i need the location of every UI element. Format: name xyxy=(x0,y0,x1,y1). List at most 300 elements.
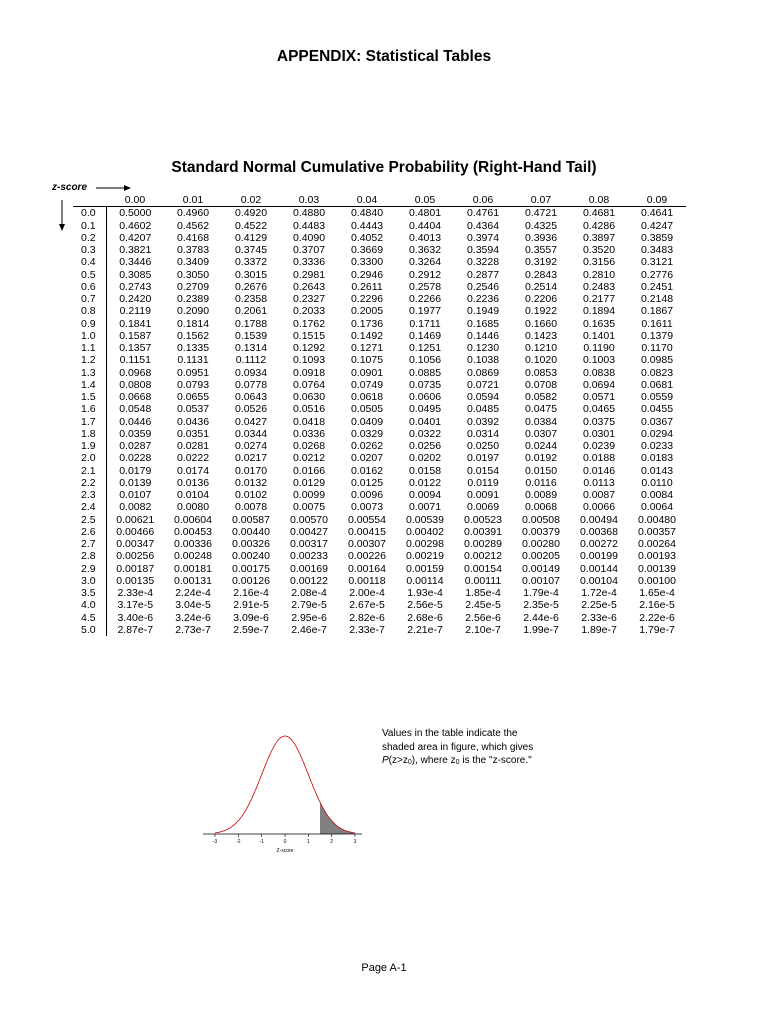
table-row xyxy=(73,477,686,489)
table-cell: 0.0505 xyxy=(350,403,384,416)
table-cell: 0.4090 xyxy=(292,231,326,244)
table-cell: 0.0150 xyxy=(524,464,558,477)
table-cell: 0.3783 xyxy=(176,244,210,256)
table-cell: 2.24e-4 xyxy=(175,587,211,599)
table-cell: 0.4207 xyxy=(119,231,152,244)
table-cell: 0.0143 xyxy=(640,464,674,477)
table-cell: 0.2266 xyxy=(408,293,442,305)
row-header: 0.4 xyxy=(73,256,106,268)
table-cell: 0.0336 xyxy=(292,427,326,440)
table-cell: 0.0668 xyxy=(119,391,152,403)
table-cell: 0.0281 xyxy=(176,440,210,452)
table-cell: 0.2119 xyxy=(119,305,151,318)
table-cell: 1.93e-4 xyxy=(407,587,443,599)
table-cell: 0.0099 xyxy=(292,489,326,501)
row-header: 0.1 xyxy=(73,220,106,232)
table-cell: 0.0071 xyxy=(408,501,442,514)
table-cell: 0.4483 xyxy=(292,219,326,232)
table-cell: 0.3821 xyxy=(119,244,152,256)
table-row xyxy=(73,587,686,599)
table-row xyxy=(73,379,686,391)
column-header: 0.04 xyxy=(338,194,396,207)
table-cell: 0.0094 xyxy=(408,489,442,501)
table-cell: 0.1977 xyxy=(408,305,442,318)
table-cell: 0.0885 xyxy=(408,366,442,379)
note-text xyxy=(382,727,552,770)
table-cell: 0.0129 xyxy=(292,476,326,489)
table-cell: 0.1190 xyxy=(583,342,615,354)
table-cell: 0.0735 xyxy=(408,378,442,391)
table-cell: 0.0618 xyxy=(350,391,384,403)
page-number: Page A-1 xyxy=(361,962,407,974)
table-cell: 0.3557 xyxy=(524,244,558,256)
table-row xyxy=(73,330,686,342)
table-cell: 0.0436 xyxy=(176,415,210,428)
row-header: 1.5 xyxy=(73,391,106,403)
row-header: 2.9 xyxy=(73,563,106,575)
table-row xyxy=(73,244,686,256)
table-cell: 0.4761 xyxy=(466,207,500,220)
row-header: 0.5 xyxy=(73,269,106,281)
table-cell: 3.40e-6 xyxy=(117,611,154,624)
table-cell: 0.0516 xyxy=(292,403,326,416)
table-cell: 0.1788 xyxy=(234,317,268,330)
column-header: 0.09 xyxy=(628,194,686,207)
table-cell: 0.0110 xyxy=(641,476,673,489)
table-cell: 2.44e-6 xyxy=(523,611,559,624)
table-cell: 0.4364 xyxy=(466,219,500,232)
row-header: 1.4 xyxy=(73,379,106,391)
note-tail: is the "z-score." xyxy=(459,755,532,766)
table-row xyxy=(73,563,686,575)
table-cell: 0.0968 xyxy=(119,366,152,379)
table-cell: 0.0643 xyxy=(234,391,268,403)
table-cell: 0.2912 xyxy=(408,268,442,281)
table-cell: 0.3520 xyxy=(582,244,616,256)
table-cell: 0.1711 xyxy=(409,317,441,330)
table-cell: 0.00298 xyxy=(406,538,444,550)
header-row xyxy=(73,194,686,207)
table-cell: 0.00114 xyxy=(406,574,444,587)
column-header: 0.07 xyxy=(512,194,570,207)
table-cell: 0.0708 xyxy=(524,378,558,391)
column-header: 0.00 xyxy=(106,194,164,207)
table-cell: 0.0455 xyxy=(640,403,674,416)
table-cell: 0.3859 xyxy=(640,231,674,244)
table-cell: 0.4247 xyxy=(640,219,674,232)
table-cell: 0.00131 xyxy=(174,574,212,587)
table-cell: 0.0301 xyxy=(582,427,616,440)
table-cell: 0.4325 xyxy=(524,219,558,232)
note-paren-close: ), where z xyxy=(411,755,456,766)
table-cell: 0.3372 xyxy=(234,256,268,269)
note-sub0: 0 xyxy=(407,759,412,766)
table-cell: 0.1056 xyxy=(408,354,442,367)
table-cell: 0.0136 xyxy=(176,476,210,489)
table-cell: 0.1314 xyxy=(234,342,268,354)
table-cell: 0.0401 xyxy=(408,415,442,428)
table-cell: 2.68e-6 xyxy=(407,611,443,624)
x-tick-label: 2 xyxy=(330,839,334,845)
table-cell: 0.0869 xyxy=(466,366,500,379)
table-cell: 0.00604 xyxy=(174,513,212,526)
table-cell: 0.3300 xyxy=(350,256,384,269)
table-row xyxy=(73,514,686,526)
table-cell: 0.00233 xyxy=(290,550,328,563)
table-cell: 0.00256 xyxy=(116,550,155,563)
table-cell: 0.4681 xyxy=(582,207,616,220)
table-row xyxy=(73,281,686,293)
row-header: 0.2 xyxy=(73,232,106,244)
table-row xyxy=(73,550,686,562)
table-cell: 0.0367 xyxy=(640,415,674,428)
table-cell: 0.4168 xyxy=(176,231,210,244)
table-cell: 0.4404 xyxy=(408,219,442,232)
shaded-tail-area xyxy=(320,802,355,834)
x-tick-label: 0 xyxy=(283,839,287,845)
table-cell: 0.00205 xyxy=(522,550,560,563)
table-cell: 0.0721 xyxy=(466,378,500,391)
row-header: 2.3 xyxy=(73,489,106,501)
table-cell: 0.1230 xyxy=(466,342,500,354)
table-cell: 0.0192 xyxy=(524,452,558,465)
table-cell: 0.0166 xyxy=(292,464,326,477)
table-cell: 0.0314 xyxy=(466,427,500,440)
table-row xyxy=(73,269,686,281)
table-cell: 0.3336 xyxy=(292,256,326,269)
table-cell: 0.2578 xyxy=(408,280,442,293)
table-cell: 0.2743 xyxy=(119,280,152,293)
table-cell: 0.0066 xyxy=(582,501,616,514)
table-cell: 0.00187 xyxy=(116,562,155,575)
row-header: 0.7 xyxy=(73,293,106,305)
note-sub1: 0 xyxy=(455,759,460,766)
table-cell: 0.3707 xyxy=(292,244,326,256)
table-cell: 0.3050 xyxy=(176,268,210,281)
table-cell: 0.0594 xyxy=(466,391,500,403)
table-cell: 0.2358 xyxy=(234,293,268,305)
table-cell: 0.2451 xyxy=(640,280,674,293)
table-cell: 0.00391 xyxy=(464,525,502,538)
table-row xyxy=(73,599,686,611)
table-cell: 1.89e-7 xyxy=(581,623,617,636)
table-cell: 0.1492 xyxy=(350,329,384,342)
table-cell: 0.0073 xyxy=(350,501,384,514)
row-header: 1.2 xyxy=(73,354,106,366)
table-cell: 0.00440 xyxy=(232,525,270,538)
table-cell: 0.3192 xyxy=(524,256,558,269)
table-cell: 0.00272 xyxy=(580,538,618,550)
x-axis-label: Z-score xyxy=(276,848,294,854)
column-header: 0.05 xyxy=(396,194,454,207)
table-cell: 0.3409 xyxy=(176,256,210,269)
table-cell: 0.00587 xyxy=(232,513,270,526)
table-cell: 3.24e-6 xyxy=(175,611,211,624)
table-cell: 2.73e-7 xyxy=(175,623,211,636)
table-cell: 0.1292 xyxy=(292,342,326,354)
table-cell: 2.21e-7 xyxy=(407,623,443,636)
table-cell: 0.0162 xyxy=(350,464,384,477)
table-cell: 0.0853 xyxy=(524,366,558,379)
table-cell: 2.22e-6 xyxy=(639,611,675,624)
table-cell: 0.1401 xyxy=(582,329,616,342)
table-cell: 1.79e-4 xyxy=(523,587,559,599)
normal-curve xyxy=(215,736,355,833)
x-tick-label: -3 xyxy=(212,839,218,845)
table-cell: 0.0262 xyxy=(350,440,384,452)
table-row xyxy=(73,612,686,624)
table-cell: 0.00139 xyxy=(638,562,676,575)
table-cell: 0.00107 xyxy=(522,574,560,587)
table-cell: 0.0122 xyxy=(408,476,442,489)
table-cell: 0.0985 xyxy=(640,354,674,367)
table-cell: 0.1093 xyxy=(292,354,326,367)
table-cell: 0.3228 xyxy=(466,256,500,269)
table-cell: 0.0075 xyxy=(292,501,326,514)
row-header: 4.5 xyxy=(73,612,106,624)
table-row xyxy=(73,256,686,268)
table-cell: 2.16e-5 xyxy=(639,599,675,612)
table-cell: 0.00154 xyxy=(464,562,502,575)
table-cell: 0.1660 xyxy=(524,317,558,330)
table-cell: 0.00181 xyxy=(174,562,212,575)
table-cell: 0.1003 xyxy=(582,354,616,367)
table-cell: 0.1635 xyxy=(582,317,616,330)
table-cell: 0.0274 xyxy=(234,440,268,452)
table-row xyxy=(73,452,686,464)
table-row xyxy=(73,342,686,354)
row-header: 3.5 xyxy=(73,587,106,599)
table-cell: 2.79e-5 xyxy=(291,599,327,612)
table-cell: 0.0132 xyxy=(234,476,268,489)
table-cell: 0.0212 xyxy=(292,452,326,465)
table-cell: 0.00494 xyxy=(580,513,618,526)
table-cell: 0.00317 xyxy=(290,538,328,550)
table-cell: 0.1814 xyxy=(176,317,210,330)
table-cell: 0.2327 xyxy=(292,293,326,305)
table-row xyxy=(73,293,686,305)
table-cell: 0.4840 xyxy=(350,207,384,220)
table-cell: 0.00104 xyxy=(580,574,618,587)
table-cell: 0.4801 xyxy=(408,207,442,220)
table-cell: 2.33e-6 xyxy=(581,611,617,624)
table-cell: 0.1271 xyxy=(350,342,384,354)
table-cell: 0.00336 xyxy=(174,538,212,550)
table-cell: 0.0139 xyxy=(119,476,152,489)
table-cell: 0.0526 xyxy=(234,403,268,416)
table-cell: 0.3936 xyxy=(524,231,558,244)
table-cell: 1.99e-7 xyxy=(523,623,559,636)
corner-cell xyxy=(73,194,106,207)
table-cell: 0.0901 xyxy=(350,366,384,379)
table-cell: 0.2810 xyxy=(582,268,616,281)
table-cell: 2.00e-4 xyxy=(349,587,385,599)
table-cell: 0.0681 xyxy=(640,378,674,391)
row-header: 2.7 xyxy=(73,538,106,550)
table-cell: 0.00248 xyxy=(174,550,212,563)
table-cell: 0.3974 xyxy=(466,231,500,244)
x-tick-label: -2 xyxy=(236,839,241,845)
table-cell: 0.00508 xyxy=(522,513,560,526)
table-body xyxy=(73,207,686,636)
table-cell: 0.4286 xyxy=(582,219,616,232)
table-cell: 0.2546 xyxy=(466,280,500,293)
table-cell: 0.2843 xyxy=(524,268,558,281)
table-cell: 0.0630 xyxy=(292,391,326,403)
table-cell: 0.0068 xyxy=(524,501,558,514)
table-cell: 0.4880 xyxy=(292,207,326,220)
table-cell: 0.1867 xyxy=(640,305,674,318)
row-header: 4.0 xyxy=(73,599,106,611)
table-cell: 2.10e-7 xyxy=(465,623,501,636)
table-cell: 0.4052 xyxy=(350,231,384,244)
table-cell: 2.25e-5 xyxy=(581,599,617,612)
table-cell: 0.4920 xyxy=(234,207,268,220)
table-cell: 0.0548 xyxy=(119,403,152,416)
table-cell: 0.0485 xyxy=(466,403,500,416)
table-cell: 0.3446 xyxy=(119,256,152,269)
table-cell: 0.00554 xyxy=(348,513,386,526)
row-header: 1.1 xyxy=(73,342,106,354)
table-cell: 0.1922 xyxy=(524,305,558,318)
table-cell: 2.33e-4 xyxy=(117,587,154,599)
table-row xyxy=(73,318,686,330)
table-cell: 0.0183 xyxy=(640,452,674,465)
note-line: Values in the table indicate the shaded area in figure, which gives xyxy=(382,728,534,753)
table-cell: 0.1841 xyxy=(119,317,152,330)
table-title: Standard Normal Cumulative Probability (Right-Hand Tail) xyxy=(171,159,597,176)
table-cell: 1.79e-7 xyxy=(639,623,675,636)
table-cell: 0.00523 xyxy=(464,513,502,526)
table-cell: 0.1515 xyxy=(292,329,326,342)
table-row xyxy=(73,489,686,501)
table-cell: 0.00122 xyxy=(290,574,328,587)
table-cell: 0.0179 xyxy=(119,464,152,477)
table-cell: 0.3669 xyxy=(350,244,384,256)
table-cell: 2.82e-6 xyxy=(349,611,385,624)
table-cell: 0.2296 xyxy=(350,293,384,305)
row-header: 0.8 xyxy=(73,305,106,317)
table-cell: 0.0202 xyxy=(408,452,442,465)
row-header: 1.8 xyxy=(73,428,106,440)
table-cell: 0.1335 xyxy=(176,342,210,354)
table-cell: 0.0089 xyxy=(524,489,558,501)
table-cell: 0.0228 xyxy=(119,452,152,465)
table-row xyxy=(73,624,686,636)
row-header: 2.5 xyxy=(73,514,106,526)
table-cell: 0.2514 xyxy=(524,280,558,293)
table-cell: 0.0418 xyxy=(292,415,326,428)
table-cell: 0.0217 xyxy=(234,452,268,465)
table-cell: 0.00621 xyxy=(116,513,155,526)
table-cell: 0.2611 xyxy=(351,280,383,293)
table-cell: 0.1894 xyxy=(582,305,616,318)
table-cell: 0.0606 xyxy=(408,391,442,403)
table-cell: 0.00326 xyxy=(232,538,270,550)
table-cell: 2.59e-7 xyxy=(233,623,269,636)
table-cell: 0.00264 xyxy=(638,538,676,550)
zscore-label: z-score xyxy=(52,182,88,193)
table-cell: 0.1170 xyxy=(641,342,673,354)
table-cell: 0.0116 xyxy=(525,476,557,489)
table-cell: 0.0934 xyxy=(234,366,268,379)
table-cell: 0.1539 xyxy=(234,329,268,342)
row-header: 0.6 xyxy=(73,281,106,293)
table-row xyxy=(73,367,686,379)
row-header: 2.1 xyxy=(73,465,106,477)
table-cell: 2.16e-4 xyxy=(233,587,269,599)
table-cell: 0.00357 xyxy=(638,525,676,538)
table-cell: 0.0146 xyxy=(582,464,616,477)
table-cell: 0.2643 xyxy=(292,280,326,293)
table-cell: 0.0359 xyxy=(119,427,152,440)
table-cell: 0.0307 xyxy=(524,427,558,440)
row-header: 3.0 xyxy=(73,575,106,587)
z-table xyxy=(73,194,686,636)
table-cell: 2.08e-4 xyxy=(291,587,327,599)
table-cell: 0.0222 xyxy=(176,452,210,465)
table-cell: 0.2877 xyxy=(466,268,500,281)
table-cell: 0.0322 xyxy=(408,427,442,440)
table-cell: 0.0256 xyxy=(408,440,442,452)
table-cell: 0.1949 xyxy=(466,305,500,318)
table-cell: 0.0107 xyxy=(119,489,152,501)
table-cell: 0.00570 xyxy=(290,513,328,526)
row-header: 1.3 xyxy=(73,367,106,379)
table-row xyxy=(73,207,686,220)
table-cell: 2.87e-7 xyxy=(117,623,154,636)
table-cell: 0.00289 xyxy=(464,538,502,550)
table-cell: 0.1210 xyxy=(524,342,558,354)
table-row xyxy=(73,440,686,452)
table-cell: 0.2776 xyxy=(640,268,674,281)
table-cell: 0.1357 xyxy=(119,342,152,354)
table-cell: 0.0694 xyxy=(582,378,616,391)
x-tick-label: 1 xyxy=(306,839,310,845)
table-cell: 2.56e-5 xyxy=(407,599,443,612)
x-tick-label: 3 xyxy=(353,839,357,845)
table-cell: 0.00169 xyxy=(290,562,328,575)
table-cell: 0.00212 xyxy=(464,550,502,563)
table-cell: 0.0287 xyxy=(119,440,152,452)
table-cell: 0.0918 xyxy=(292,366,326,379)
table-cell: 2.35e-5 xyxy=(523,599,559,612)
table-row xyxy=(73,465,686,477)
table-cell: 0.0188 xyxy=(582,452,616,465)
table-cell: 0.1469 xyxy=(408,329,442,342)
normal-curve-svg xyxy=(198,730,373,855)
table-cell: 0.00175 xyxy=(232,562,270,575)
table-cell: 1.85e-4 xyxy=(465,587,501,599)
table-cell: 0.2420 xyxy=(119,293,152,305)
table-cell: 0.2005 xyxy=(350,305,384,318)
table-cell: 0.00368 xyxy=(580,525,618,538)
table-cell: 0.00427 xyxy=(290,525,328,538)
table-cell: 0.0351 xyxy=(176,427,210,440)
table-cell: 0.1762 xyxy=(292,317,326,330)
table-cell: 0.0559 xyxy=(640,391,674,403)
table-cell: 0.0082 xyxy=(119,501,152,514)
table-cell: 0.0250 xyxy=(466,440,500,452)
table-cell: 1.65e-4 xyxy=(639,587,675,599)
table-row xyxy=(73,354,686,366)
note-paren-open: (z>z xyxy=(388,755,408,766)
table-cell: 0.3632 xyxy=(408,244,442,256)
table-cell: 0.1379 xyxy=(640,329,674,342)
table-cell: 0.1685 xyxy=(466,317,500,330)
table-cell: 0.1423 xyxy=(524,329,558,342)
table-cell: 0.0294 xyxy=(640,427,674,440)
